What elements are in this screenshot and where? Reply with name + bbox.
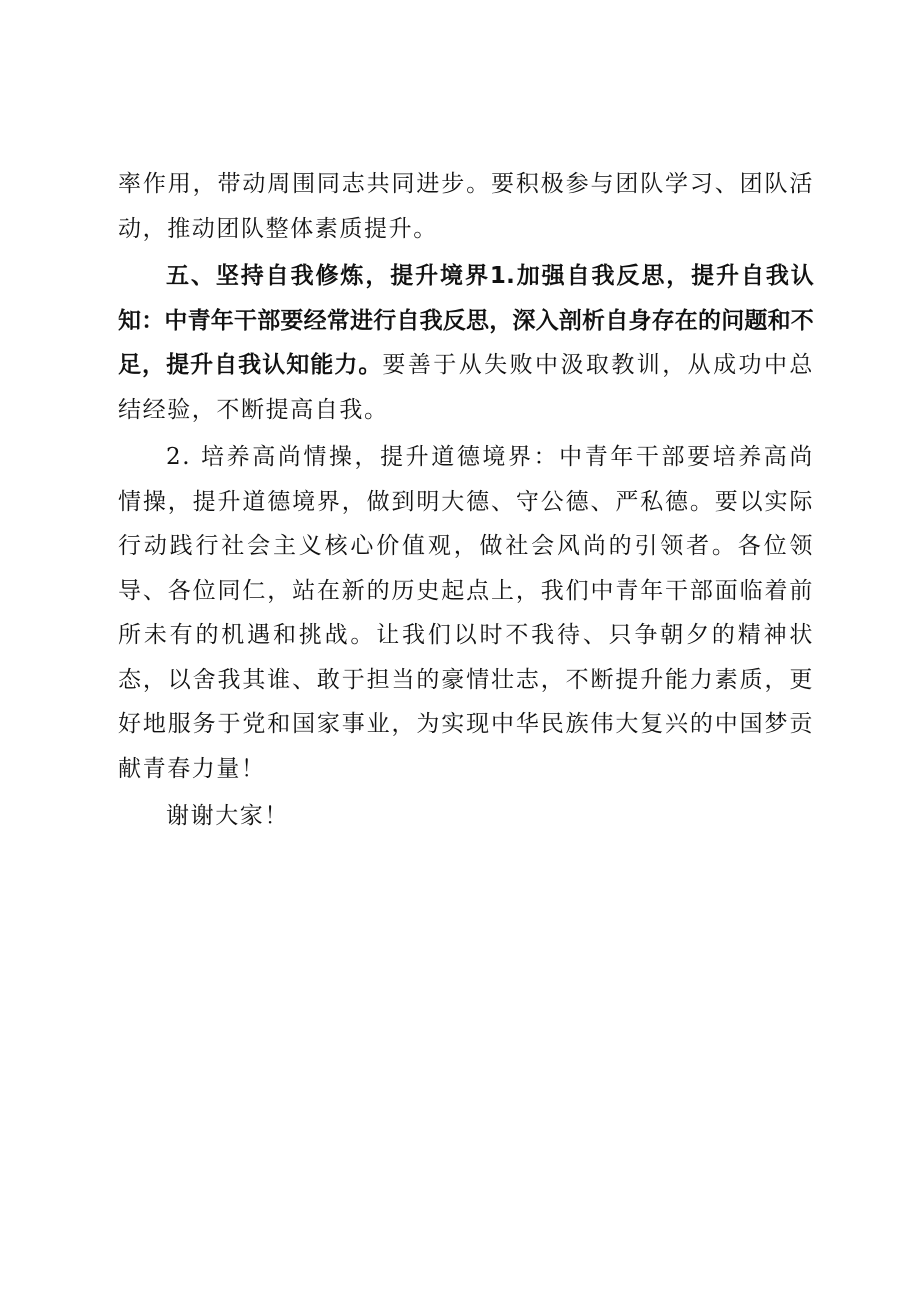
section-body-text: 要善于从失败中汲取教训，从成功中总结经验，不断提高自我。 bbox=[118, 352, 814, 423]
paragraph-section-five bbox=[118, 254, 814, 432]
document-body bbox=[118, 162, 814, 839]
paragraph-continuation: 率作用，带动周围同志共同进步。要积极参与团队学习、团队活动，推动团队整体素质提升。 bbox=[118, 171, 814, 242]
section-heading-bold-text: 五、坚持自我修炼，提升境界1.加强自我反思，提升自我认知：中青年干部要经常进行自我反思，深入剖析自身存在的问题和不足，提升自我认知能力。 bbox=[118, 263, 814, 378]
paragraph-point-two: 2. 培养高尚情操，提升道德境界：中青年干部要培养高尚情操，提升道德境界，做到明大德、守公德、严私德。要以实际行动践行社会主义核心价值观，做社会风尚的引领者。各位领导、各位同仁，站在新的历史起点上，我们中青年干部面临着前所未有的机遇和挑战。让我们以时不我待、只争朝夕的精神状态，以舍我其谁、敢于担当的豪情壮志，不断提升能力素质，更好地服务于党和国家事业，为实现中华民族伟大复兴的中国梦贡献青春力量！ bbox=[118, 444, 814, 782]
paragraph-closing: 谢谢大家！ bbox=[166, 803, 289, 829]
